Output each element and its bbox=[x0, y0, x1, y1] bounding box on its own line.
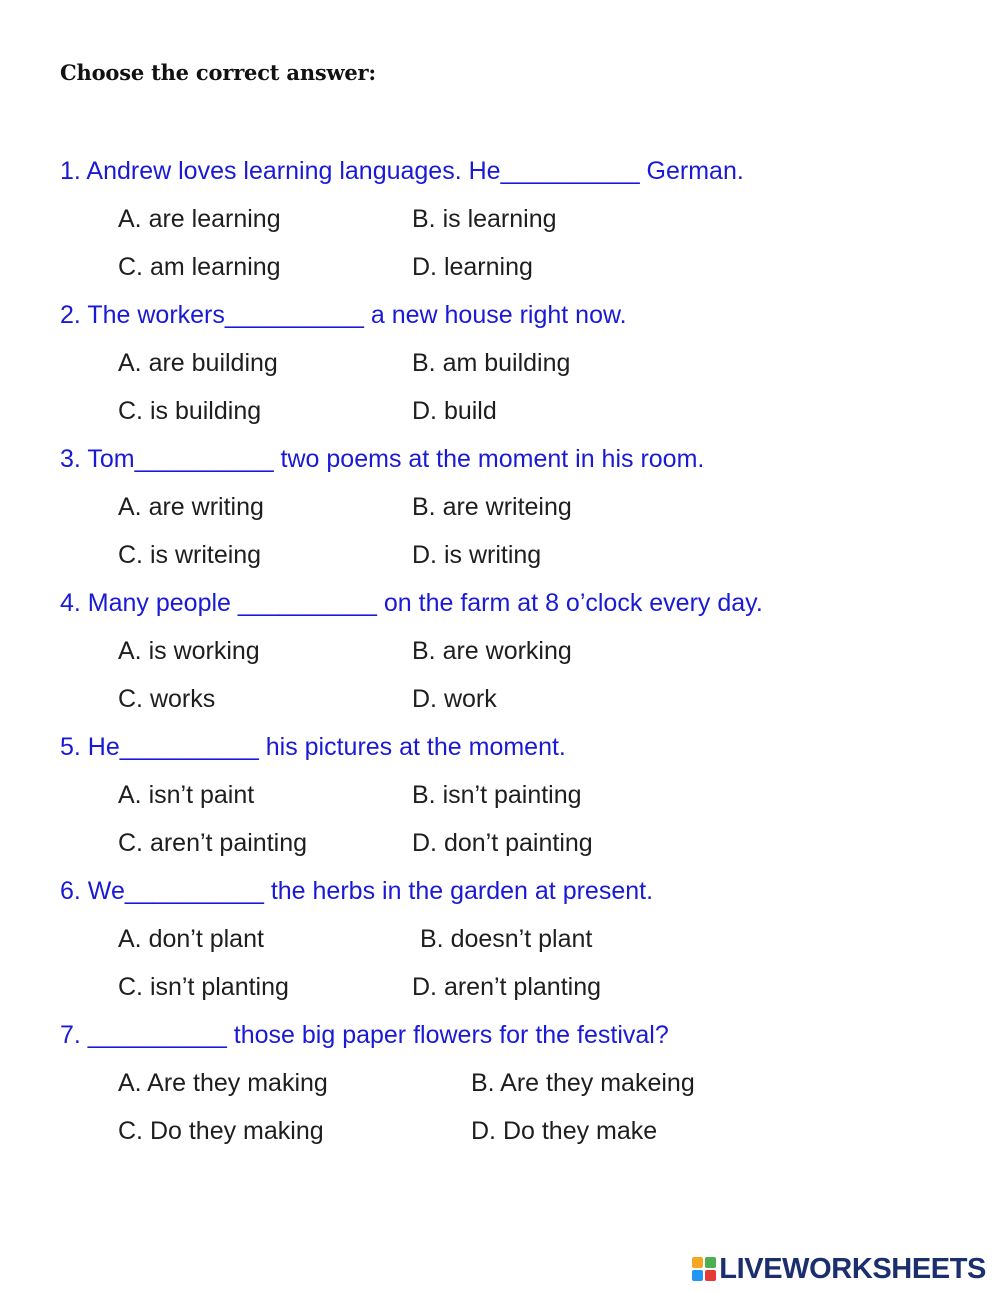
question-7-option-a[interactable]: A. Are they making bbox=[118, 1069, 328, 1097]
liveworksheets-logo bbox=[692, 1252, 986, 1286]
question-4-text: 4. Many people __________ on the farm at 8 o’clock every day. bbox=[60, 589, 763, 617]
question-4-option-b[interactable]: B. are working bbox=[412, 637, 572, 665]
question-7-option-d[interactable]: D. Do they make bbox=[471, 1117, 658, 1145]
question-1-option-c[interactable]: C. am learning bbox=[118, 253, 281, 281]
question-3-option-d[interactable]: D. is writing bbox=[412, 541, 542, 569]
question-7-text: 7. __________ those big paper flowers for the festival? bbox=[60, 1021, 669, 1049]
question-2-text: 2. The workers__________ a new house right now. bbox=[60, 301, 627, 329]
question-6-option-b[interactable]: B. doesn’t plant bbox=[420, 925, 593, 953]
question-1-option-a[interactable]: A. are learning bbox=[118, 205, 281, 233]
question-2-option-a[interactable]: A. are building bbox=[118, 349, 278, 377]
question-5-option-a[interactable]: A. isn’t paint bbox=[118, 781, 255, 809]
question-5-option-b[interactable]: B. isn’t painting bbox=[412, 781, 582, 809]
question-5-option-d[interactable]: D. don’t painting bbox=[412, 829, 593, 857]
question-3-option-a[interactable]: A. are writing bbox=[118, 493, 264, 521]
question-3-option-c[interactable]: C. is writeing bbox=[118, 541, 262, 569]
question-3-text: 3. Tom__________ two poems at the moment in his room. bbox=[60, 445, 705, 473]
question-6-option-c[interactable]: C. isn’t planting bbox=[118, 973, 289, 1001]
question-7-option-c[interactable]: C. Do they making bbox=[118, 1117, 324, 1145]
question-6-text: 6. We__________ the herbs in the garden at present. bbox=[60, 877, 654, 905]
question-6-option-d[interactable]: D. aren’t planting bbox=[412, 973, 602, 1001]
question-1-option-d[interactable]: D. learning bbox=[412, 253, 533, 281]
question-5-text: 5. He__________ his pictures at the moment. bbox=[60, 733, 566, 761]
question-1-text: 1. Andrew loves learning languages. He__________ German. bbox=[60, 157, 744, 185]
question-4-option-a[interactable]: A. is working bbox=[118, 637, 260, 665]
worksheet-title: Choose the correct answer: bbox=[60, 60, 376, 85]
question-2-option-d[interactable]: D. build bbox=[412, 397, 497, 425]
question-2-option-c[interactable]: C. is building bbox=[118, 397, 262, 425]
question-5-option-c[interactable]: C. aren’t painting bbox=[118, 829, 308, 857]
liveworksheets-logo-icon bbox=[692, 1257, 716, 1281]
liveworksheets-logo-text: LIVEWORKSHEETS bbox=[719, 1252, 986, 1285]
question-4-option-c[interactable]: C. works bbox=[118, 685, 216, 713]
question-3-option-b[interactable]: B. are writeing bbox=[412, 493, 572, 521]
question-2-option-b[interactable]: B. am building bbox=[412, 349, 571, 377]
question-7-option-b[interactable]: B. Are they makeing bbox=[471, 1069, 695, 1097]
question-4-option-d[interactable]: D. work bbox=[412, 685, 497, 713]
question-1-option-b[interactable]: B. is learning bbox=[412, 205, 557, 233]
question-6-option-a[interactable]: A. don’t plant bbox=[118, 925, 264, 953]
